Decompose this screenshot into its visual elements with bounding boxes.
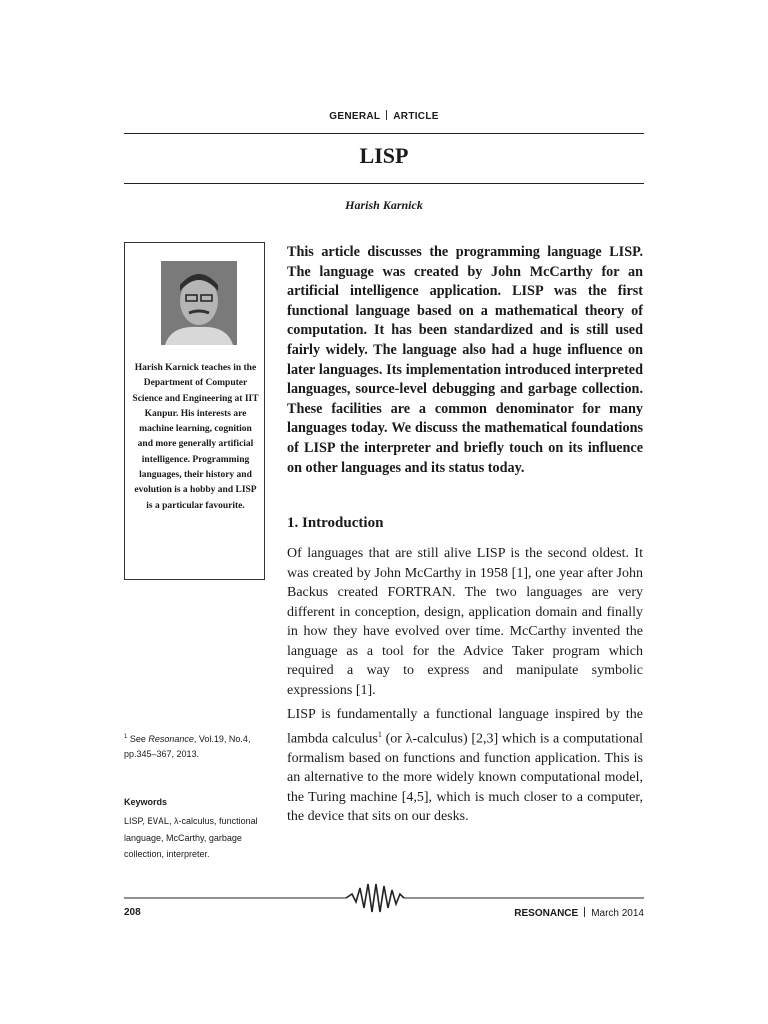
paragraph-text: LISP is fundamentally a functional language inspired by the lambda calculus [287, 707, 643, 747]
body-paragraph: Of languages that are still alive LISP is the second oldest. It was created by John McCarthy in 1958 [1], one year after John Backus created FORTRAN. The two languages are very different in conception, design, application domain and finally in how they have evolved over time. McCarthy invented the language as a tool for the Advice Taker program which required a way to express and manipulate symbolic expressions [1]. [287, 546, 643, 698]
author-bio: Harish Karnick teaches in the Department of Computer Science and Engineering at IIT Kanpur. His interests are machine learning, cognition and more generally artificial intelligence. Programming languages, their history and evolution is a hobby and LISP is a particular favourite. [132, 363, 259, 511]
journal-name: Resonance [148, 734, 194, 744]
keyword-eval: EVAL [147, 817, 170, 827]
category-separator [386, 110, 387, 120]
journal-separator [584, 907, 585, 917]
author-bio-box [124, 242, 265, 580]
category-section: GENERAL [329, 111, 381, 122]
issue-date: March 2014 [591, 908, 644, 919]
author-name: Harish Karnick [345, 198, 423, 212]
keywords-list: LISP, EVAL, λ-calculus, functional language, McCarthy, garbage collection, interpreter. [124, 816, 258, 859]
section-heading: 1. Introduction [287, 515, 384, 531]
article-title: LISP [359, 143, 409, 168]
author-photo [161, 261, 237, 345]
journal-info [514, 907, 644, 919]
paragraph-text: (or λ-calculus) [2,3] which is a computational formalism based on functions and function application. This is an alternative to the more widely known computational model, the Turing machine [4,5], which is much closer to a computer, the device that sits on our desks. [287, 731, 643, 825]
footnote-number: 1 [124, 734, 128, 740]
keywords-heading: Keywords [124, 797, 168, 807]
author-portrait-icon [161, 261, 237, 345]
footnote-marker: 1 [377, 729, 382, 739]
sidebar-footnote: $^1$ See Resonance, Vol.19, No.4, pp.345–367, 2013. [124, 734, 251, 759]
article-abstract: This article discusses the programming language LISP. The language was created by John McCarthy for an artificial intelligence application. LISP was the first functional language based on a mathematical theory of computation. It has been standardized and is still used fairly widely. The language also had a huge influence on later languages. Its implementation introduced interpreted languages, source-level debugging and garbage collection. These facilities are a common denominator for many languages today. We discuss the mathematical foundations of LISP the interpreter and briefly touch on its influence on other languages and its status today. [287, 244, 643, 476]
top-rule [124, 133, 644, 134]
body-paragraph [287, 705, 643, 827]
article-category [0, 110, 768, 122]
title-rule [124, 183, 644, 184]
category-type: ARTICLE [393, 111, 439, 122]
journal-title: RESONANCE [514, 908, 579, 919]
page-number: 208 [124, 907, 141, 918]
